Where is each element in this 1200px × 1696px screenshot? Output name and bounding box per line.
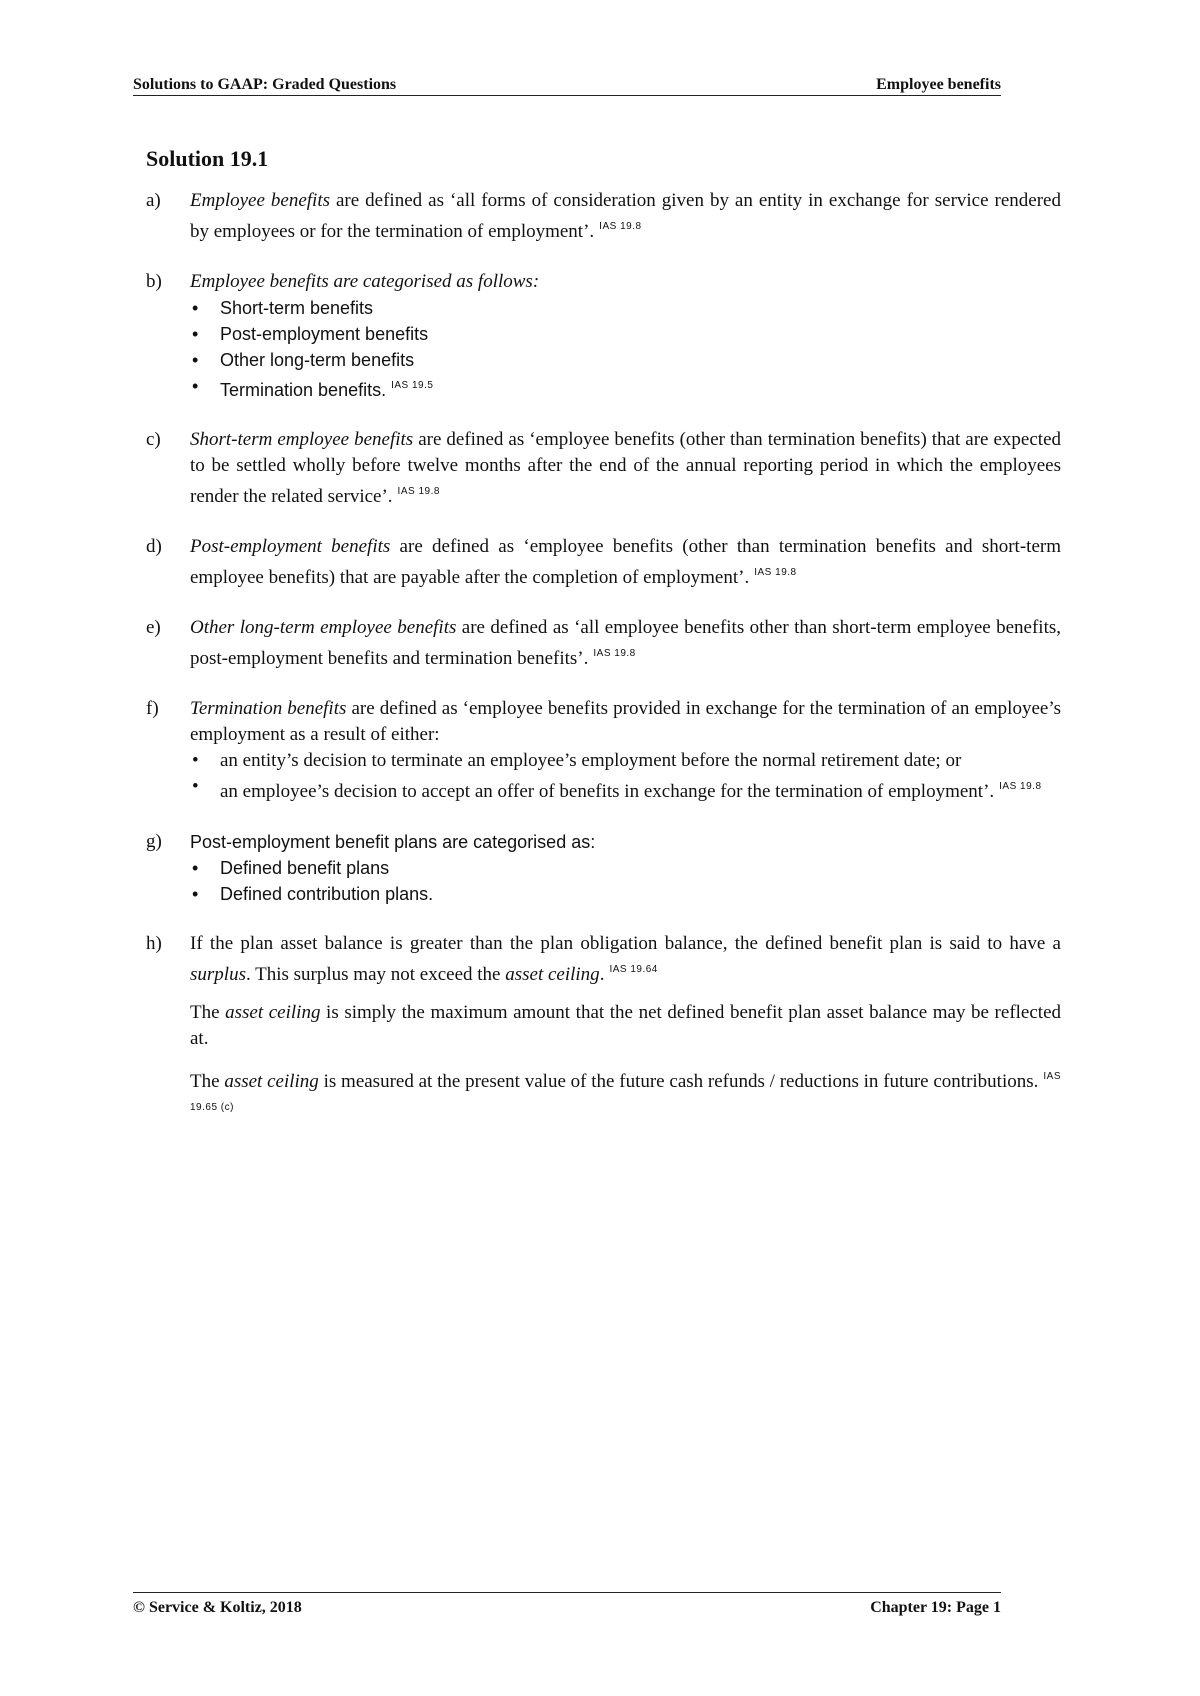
- item-text: [190, 269, 1061, 403]
- item-label: c): [146, 429, 161, 450]
- footer-right: Chapter 19: Page 1: [870, 1599, 1001, 1616]
- item-label: b): [146, 271, 162, 292]
- header-left: Solutions to GAAP: Graded Questions: [133, 76, 397, 93]
- item-f: [146, 696, 1061, 805]
- text-run: The: [190, 1071, 225, 1092]
- footer-left: © Service & Koltiz, 2018: [133, 1599, 302, 1616]
- list-item: • Short-term benefits: [190, 295, 1061, 321]
- standard-reference: IAS 19.65 (c): [190, 1071, 1061, 1113]
- emphasis-term: asset ceiling: [224, 1071, 319, 1092]
- standard-reference: IAS 19.8: [599, 221, 642, 232]
- list-item: • Post-employment benefits: [190, 321, 1061, 347]
- list-item: • an entity’s decision to terminate an employee’s employment before the normal retirement date; or: [190, 748, 1061, 774]
- page-footer: [133, 1592, 1001, 1617]
- item-text: [190, 696, 1061, 805]
- item-label: a): [146, 190, 161, 211]
- defined-term: Termination benefits: [190, 698, 347, 719]
- list-item: • Defined benefit plans: [190, 855, 1061, 881]
- text-run: . This surplus may not exceed the: [245, 964, 506, 985]
- header-right: Employee benefits: [876, 76, 1001, 93]
- page-header: [133, 72, 1001, 96]
- list-intro: Post-employment benefit plans are categorised as:: [190, 832, 596, 852]
- definition-text: are defined as ‘employee benefits provided in exchange for the termination of an employee’s employment as a result of either:: [190, 698, 1061, 745]
- page-title: Solution 19.1: [146, 146, 269, 171]
- bullet-list: [190, 748, 1061, 805]
- item-b: [146, 269, 1061, 403]
- bullet-list: [190, 295, 1061, 403]
- definition-text: are defined as ‘all employee benefits other than short-term employee benefits, post-employment benefits and termination benefits’.: [190, 617, 1062, 669]
- item-label: e): [146, 617, 161, 638]
- item-text: [190, 931, 1061, 1126]
- item-c: [146, 427, 1061, 510]
- emphasis-term: asset ceiling: [225, 1002, 321, 1023]
- defined-term: Post-employment benefits: [190, 536, 391, 557]
- standard-reference: IAS 19.8: [593, 648, 636, 659]
- defined-term: Other long-term employee benefits: [190, 617, 457, 638]
- standard-reference: IAS 19.8: [999, 781, 1042, 792]
- item-a: [146, 188, 1061, 245]
- definition-text: are defined as ‘employee benefits (other than termination benefits and short-term employee benefits) that are payable after the completion of employment’.: [190, 536, 1061, 588]
- list-item: [190, 373, 1061, 403]
- list-item: • Defined contribution plans.: [190, 881, 1061, 907]
- text-run: is measured at the present value of the future cash refunds / reductions in future contributions.: [318, 1071, 1039, 1092]
- defined-term: Employee benefits: [190, 190, 330, 211]
- item-text: [190, 829, 1061, 907]
- standard-reference: IAS 19.8: [754, 567, 797, 578]
- item-h: [146, 931, 1061, 1126]
- list-item-text: an employee’s decision to accept an offer of benefits in exchange for the termination of employment’.: [220, 781, 995, 802]
- item-text: [190, 188, 1061, 245]
- emphasis-term: surplus: [190, 964, 246, 985]
- list-item: • Other long-term benefits: [190, 347, 1061, 373]
- definition-text: are defined as ‘all forms of consideration given by an entity in exchange for service rendered by employees or for the termination of employment’.: [190, 190, 1061, 242]
- text-run: If the plan asset balance is greater than the plan obligation balance, the defined benefit plan is said to have a: [190, 933, 1061, 954]
- item-g: [146, 829, 1061, 907]
- item-d: [146, 534, 1061, 591]
- item-label: h): [146, 933, 162, 954]
- list-item: [190, 774, 1061, 805]
- standard-reference: IAS 19.8: [397, 486, 440, 497]
- text-run: The: [190, 1002, 226, 1023]
- item-label: f): [146, 698, 159, 719]
- paragraph: [190, 1000, 1061, 1052]
- bullet-list: [190, 855, 1061, 907]
- emphasis-term: asset ceiling: [505, 964, 600, 985]
- definition-text: are defined as ‘employee benefits (other than termination benefits) that are expected to be settled wholly before twelve months after the end of the annual reporting period in which the employees render the related service’.: [190, 429, 1062, 507]
- item-text: [190, 427, 1061, 510]
- paragraph: [190, 931, 1061, 988]
- list-intro: Employee benefits are categorised as follows:: [190, 271, 540, 292]
- item-label: d): [146, 536, 162, 557]
- defined-term: Short-term employee benefits: [190, 429, 414, 450]
- item-text: [190, 615, 1061, 672]
- text-run: .: [599, 964, 605, 985]
- document-body: [146, 146, 1061, 1150]
- standard-reference: IAS 19.5: [391, 380, 434, 391]
- text-run: is simply the maximum amount that the net defined benefit plan asset balance may be reflected at.: [190, 1002, 1062, 1049]
- item-text: [190, 534, 1061, 591]
- list-item-text: Termination benefits.: [220, 380, 387, 400]
- item-e: [146, 615, 1061, 672]
- standard-reference: IAS 19.64: [609, 964, 658, 975]
- item-label: g): [146, 831, 162, 852]
- paragraph: [190, 1064, 1061, 1126]
